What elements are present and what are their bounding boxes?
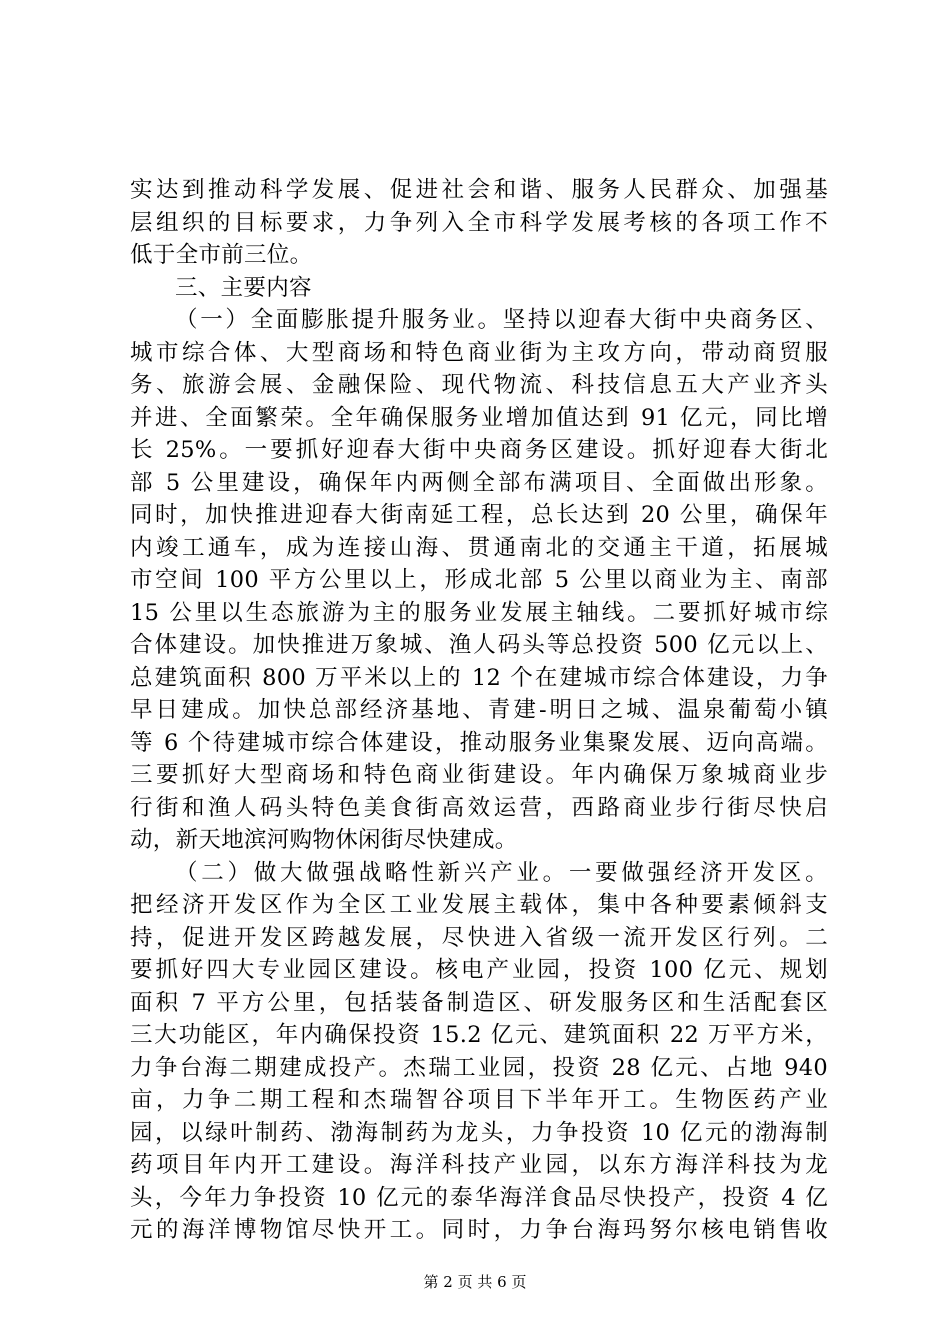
- text-line: 持，促进开发区跨越发展，尽快进入省级一流开发区行列。二: [130, 924, 828, 951]
- text-line: 内竣工通车，成为连接山海、贯通南北的交通主干道，拓展城: [130, 534, 828, 561]
- text-line: 头，今年力争投资 10 亿元的泰华海洋食品尽快投产，投资 4 亿: [130, 1184, 828, 1211]
- text-line: 城市综合体、大型商场和特色商业街为主攻方向，带动商贸服: [130, 339, 828, 366]
- text-line: 15 公里以生态旅游为主的服务业发展主轴线。二要抓好城市综: [130, 599, 828, 626]
- text-line: 市空间 100 平方公里以上，形成北部 5 公里以商业为主、南部: [130, 567, 828, 593]
- text-line: 早日建成。加快总部经济基地、青建-明日之城、温泉葡萄小镇: [130, 697, 828, 723]
- text-line: 并进、全面繁荣。全年确保服务业增加值达到 91 亿元，同比增: [130, 404, 828, 431]
- text-line: 亩，力争二期工程和杰瑞智谷项目下半年开工。生物医药产业: [130, 1087, 828, 1113]
- text-line: 药项目年内开工建设。海洋科技产业园，以东方海洋科技为龙: [130, 1152, 828, 1178]
- text-line: 三大功能区，年内确保投资 15.2 亿元、建筑面积 22 万平方米，: [130, 1022, 828, 1048]
- text-line: 动，新天地滨河购物休闲街尽快建成。: [130, 827, 518, 853]
- text-line: （一）全面膨胀提升服务业。坚持以迎春大街中央商务区、: [175, 307, 828, 333]
- text-line: 力争台海二期建成投产。杰瑞工业园，投资 28 亿元、占地 940: [130, 1054, 828, 1081]
- text-line: 同时，加快推进迎春大街南延工程，总长达到 20 公里，确保年: [130, 502, 828, 528]
- text-line: 层组织的目标要求，力争列入全市科学发展考核的各项工作不: [130, 209, 828, 236]
- text-line: 等 6 个待建城市综合体建设，推动服务业集聚发展、迈向高端。: [130, 729, 828, 756]
- body-text: [130, 174, 828, 1247]
- text-line: 面积 7 平方公里，包括装备制造区、研发服务区和生活配套区: [130, 989, 828, 1016]
- text-line: 三要抓好大型商场和特色商业街建设。年内确保万象城商业步: [130, 762, 828, 788]
- text-line: （二）做大做强战略性新兴产业。一要做强经济开发区。: [175, 859, 828, 886]
- text-line: 总建筑面积 800 万平米以上的 12 个在建城市综合体建设，力争: [130, 664, 828, 691]
- text-line: 低于全市前三位。: [130, 242, 313, 268]
- text-line: 三、主要内容: [175, 274, 312, 301]
- text-line: 把经济开发区作为全区工业发展主载体，集中各种要素倾斜支: [130, 892, 828, 918]
- text-line: 务、旅游会展、金融保险、现代物流、科技信息五大产业齐头: [130, 372, 828, 398]
- text-line: 合体建设。加快推进万象城、渔人码头等总投资 500 亿元以上、: [130, 632, 828, 658]
- text-line: 要抓好四大专业园区建设。核电产业园，投资 100 亿元、规划: [130, 957, 828, 983]
- page-footer: 第 2 页 共 6 页: [423, 1273, 527, 1291]
- text-line: 园，以绿叶制药、渤海制药为龙头，力争投资 10 亿元的渤海制: [130, 1119, 828, 1146]
- text-line: 行街和渔人码头特色美食街高效运营，西路商业步行街尽快启: [130, 794, 828, 821]
- text-line: 部 5 公里建设，确保年内两侧全部布满项目、全面做出形象。: [130, 469, 828, 496]
- text-line: 长 25%。一要抓好迎春大街中央商务区建设。抓好迎春大街北: [130, 437, 828, 463]
- text-line: 元的海洋博物馆尽快开工。同时，力争台海玛努尔核电销售收: [130, 1217, 828, 1243]
- text-line: 实达到推动科学发展、促进社会和谐、服务人民群众、加强基: [130, 177, 828, 203]
